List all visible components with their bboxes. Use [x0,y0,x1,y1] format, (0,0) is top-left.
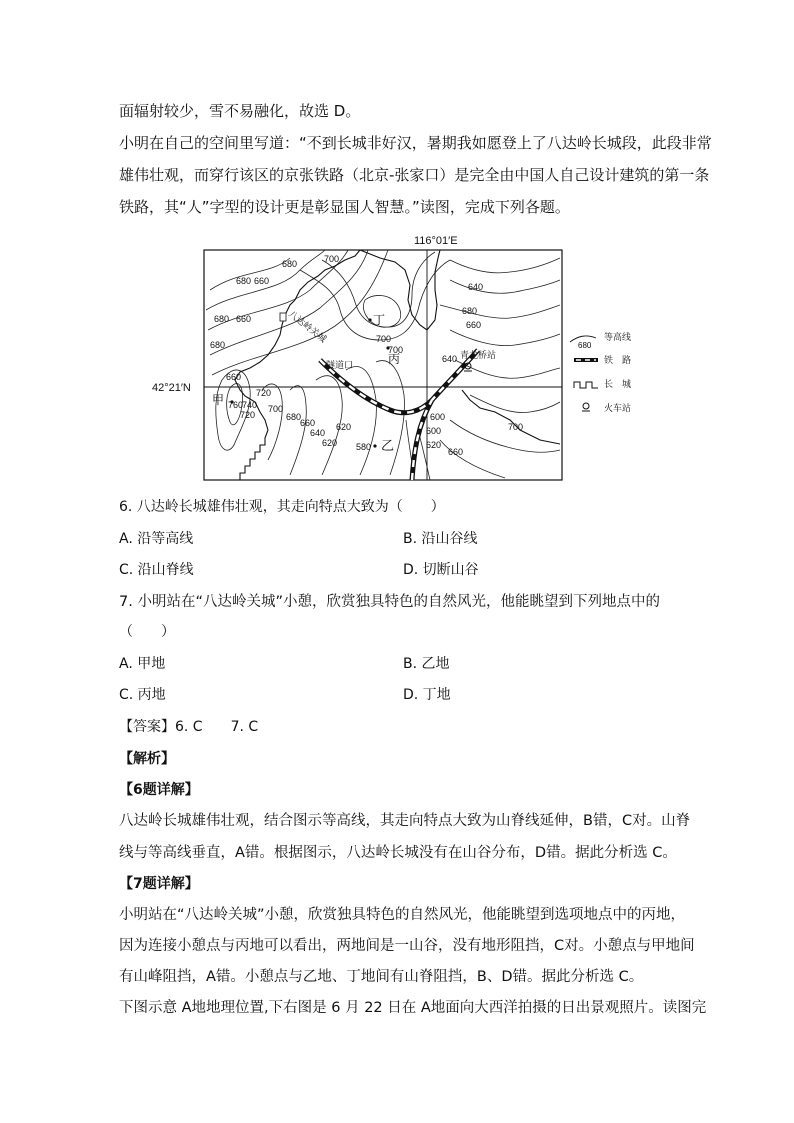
contour-value: 600 [426,426,442,436]
ding-point [368,318,371,321]
contour-value: 700 [324,254,340,264]
legend-railway-label: 铁 路 [604,356,632,366]
question-6-stem: 6. 八达岭长城雄伟壮观，其走向特点大致为（ ） [119,499,445,515]
contour-value: 660 [226,372,242,382]
contour-value: 700 [388,345,404,355]
detail-7-heading: 【7题详解】 [119,876,199,892]
longitude-label: 116°01′E [414,235,458,247]
jia-label: 甲 [212,393,225,407]
contour-value: 660 [236,314,252,324]
yi-label: 乙 [381,438,395,453]
q6-option-b[interactable]: B. 沿山谷线 [403,531,478,547]
answer-line: 【答案】6. C 7. C [119,719,259,735]
contour-value: 660 [466,320,482,330]
contour-value: 680 [462,306,478,316]
legend-wall-label: 长 城 [604,380,632,390]
contour-value: 720 [256,388,272,398]
contour-value: 680 [210,340,226,350]
contour-value: 700 [376,334,392,344]
question-7-stem: 7. 小明站在“八达岭关城”小憩，欣赏独具特色的自然风光，他能眺望到下列地点中的 [119,594,660,610]
q7-option-a[interactable]: A. 甲地 [119,656,166,672]
contour-value: 760 [228,400,244,410]
contour-value: 680 [214,314,230,324]
analysis-heading: 【解析】 [119,751,175,767]
contour-value: 620 [322,438,338,448]
tunnel-label: 隧道口 [326,360,354,370]
contour-value: 620 [336,422,352,432]
contour-value: 720 [240,410,256,420]
legend-contour-label: 等高线 [604,333,632,343]
station-label: 青龙桥站 [460,350,497,360]
detail-7-line: 有山峰阻挡，A错。小憩点与乙地、丁地间有山脊阻挡，B、D错。据此分析选 C。 [119,969,644,985]
contour-value: 680 [236,276,252,286]
paragraph-line: 铁路，其“人”字型的设计更是彰显国人智慧。”读图，完成下列各题。 [119,198,570,216]
contour-value: 600 [430,412,446,422]
topographic-map [150,230,690,485]
q6-option-c[interactable]: C. 沿山脊线 [119,562,194,578]
contour-value: 660 [448,447,464,457]
contour-value: 700 [508,422,524,432]
legend-wall-symbol [574,382,598,388]
detail-7-line: 因为连接小憩点与丙地可以看出，两地间是一山谷，没有地形阻挡，C对。小憩点与甲地间 [119,938,695,954]
contour-value: 660 [254,276,270,286]
q6-option-d[interactable]: D. 切断山谷 [403,562,479,578]
paragraph-line: 雄伟壮观，而穿行该区的京张铁路（北京-张家口）是完全由中国人自己设计建筑的第一条 [119,166,710,184]
detail-6-line: 八达岭长城雄伟壮观，结合图示等高线，其走向特点大致为山脊线延伸，B错，C对。山脊 [119,813,691,829]
contour-value: 740 [242,400,258,410]
contour-value: 700 [268,404,284,414]
contour-value: 640 [442,354,458,364]
contour-value: 680 [282,259,298,269]
latitude-label: 42°21′N [152,382,191,394]
legend-station-label: 火车站 [604,404,632,414]
pass-marker [280,313,286,321]
detail-7-line: 小明站在“八达岭关城”小憩，欣赏独具特色的自然风光，他能眺望到选项地点中的丙地， [119,907,686,923]
q7-option-c[interactable]: C. 丙地 [119,687,166,703]
next-question-line: 下图示意 A地地理位置,下右图是 6 月 22 日在 A地面向大西洋拍摄的日出景观照片。读图完 [119,1000,707,1016]
q6-option-a[interactable]: A. 沿等高线 [119,531,194,547]
question-7-bracket: （ ） [119,624,175,640]
contour-value: 620 [426,440,442,450]
contour-value: 640 [468,282,484,292]
contour-value: 680 [286,412,302,422]
contour-value: 640 [310,428,326,438]
legend-contour-value: 680 [578,341,592,350]
pass-label: 八达岭关城 [286,308,329,345]
q7-option-d[interactable]: D. 丁地 [403,687,451,703]
map-legend [570,331,631,414]
legend-station-symbol [583,403,589,409]
detail-6-line: 线与等高线垂直，A错。根据图示，八达岭长城没有在山谷分布，D错。据此分析选 C。 [119,845,677,861]
contour-value: 580 [356,442,372,452]
ding-label: 丁 [373,313,386,327]
q7-option-b[interactable]: B. 乙地 [403,656,450,672]
bing-label: 丙 [388,352,401,366]
paragraph-line: 面辐射较少，雪不易融化，故选 D。 [119,102,361,120]
contour-value: 660 [300,418,316,428]
yi-point [373,444,376,447]
detail-6-heading: 【6题详解】 [119,782,199,798]
paragraph-line: 小明在自己的空间里写道：“不到长城非好汉，暑期我如愿登上了八达岭长城段，此段非常 [119,134,712,152]
